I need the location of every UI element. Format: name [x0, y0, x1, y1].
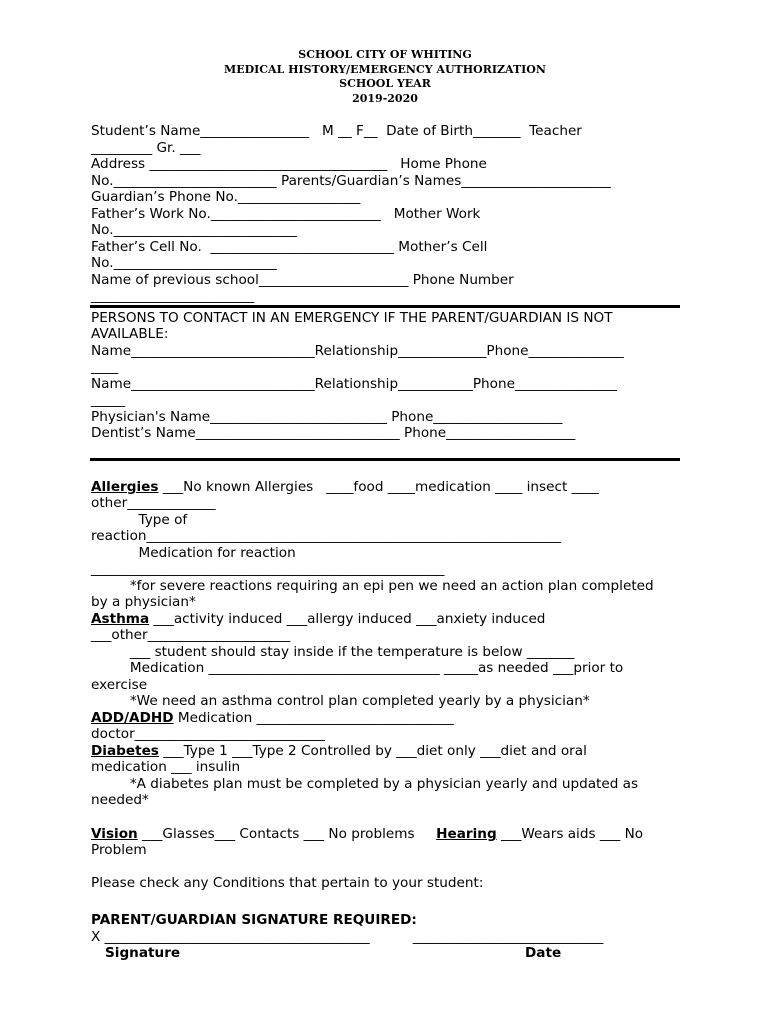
hearing-options-cont: Problem [91, 842, 147, 858]
asthma-temperature-line: ___ student should stay inside if the temperature is below _______ [91, 644, 575, 660]
adhd-line [91, 710, 454, 726]
student-name-line: Student’s Name________________ M __ F__ Date of Birth_______ Teacher [91, 123, 582, 139]
hearing-options: ___Wears aids ___ No [496, 826, 644, 842]
father-work-line: Father’s Work No._________________________ Mother Work [91, 206, 481, 222]
allergies-options: ___No known Allergies ____food ____medication ____ insect ____ [158, 479, 599, 495]
section-divider [90, 458, 680, 461]
diabetes-medication-line: medication ___ insulin [91, 759, 241, 775]
physician-line: Physician's Name__________________________ Phone___________________ [91, 409, 563, 425]
hearing-label: Hearing [436, 826, 497, 842]
home-phone-line: No.________________________ Parents/Guardian’s Names______________________ [91, 173, 611, 189]
diabetes-line [91, 743, 587, 759]
allergies-label: Allergies [91, 479, 159, 495]
asthma-other-line: ___other_____________________ [91, 627, 291, 643]
reaction-type-label: Type of [91, 512, 188, 528]
vision-options: ___Glasses___ Contacts ___ No problems [137, 826, 437, 842]
reaction-line: reaction_____________________________________________________________ [91, 528, 562, 544]
grade-line: _________ Gr. ___ [91, 140, 201, 156]
adhd-label: ADD/ADHD [91, 710, 174, 726]
allergies-other-line: other_____________ [91, 495, 216, 511]
asthma-line [91, 611, 545, 627]
contact-1-line-cont: ____ [91, 359, 119, 375]
signature-label: Signature [105, 945, 181, 961]
previous-school-phone-line: ________________________ [91, 288, 255, 304]
contact-2-line-cont: _____ [91, 392, 125, 408]
adhd-medication: Medication _____________________________ [173, 710, 454, 726]
dentist-line: Dentist’s Name______________________________ Phone___________________ [91, 425, 576, 441]
previous-school-line: Name of previous school______________________ Phone Number [91, 272, 514, 288]
emergency-heading-cont: AVAILABLE: [91, 326, 169, 342]
diabetes-note: *A diabetes plan must be completed by a physician yearly and updated as [91, 776, 639, 792]
allergies-line [91, 479, 599, 495]
address-line: Address ___________________________________ Home Phone [91, 156, 487, 172]
reaction-medication-line: ____________________________________________________ [91, 561, 445, 577]
form-subtitle: SCHOOL YEAR [339, 77, 431, 90]
epi-pen-note-cont: by a physician* [91, 594, 196, 610]
guardian-phone-line: Guardian’s Phone No.__________________ [91, 189, 361, 205]
asthma-options: ___activity induced ___allergy induced ___anxiety induced [149, 611, 546, 627]
conditions-prompt: Please check any Conditions that pertain to your student: [91, 875, 484, 891]
form-school-name: SCHOOL CITY OF WHITING [298, 48, 472, 61]
diabetes-note-cont: needed* [91, 792, 149, 808]
vision-hearing-line [91, 826, 643, 842]
diabetes-options: ___Type 1 ___Type 2 Controlled by ___diet only ___diet and oral [158, 743, 587, 759]
father-cell-line: Father’s Cell No. ___________________________ Mother’s Cell [91, 239, 488, 255]
contact-2-line: Name___________________________Relationship___________Phone_______________ [91, 376, 617, 392]
signature-heading: PARENT/GUARDIAN SIGNATURE REQUIRED: [91, 912, 417, 928]
signature-line: X _______________________________________ ____________________________ [91, 929, 604, 945]
asthma-note: *We need an asthma control plan completed yearly by a physician* [91, 693, 590, 709]
asthma-medication-line: Medication __________________________________ _____as needed ___prior to [91, 660, 624, 676]
asthma-label: Asthma [91, 611, 150, 627]
emergency-heading: PERSONS TO CONTACT IN AN EMERGENCY IF THE PARENT/GUARDIAN IS NOT [91, 310, 613, 326]
adhd-doctor-line: doctor____________________________ [91, 726, 325, 742]
form-title: MEDICAL HISTORY/EMERGENCY AUTHORIZATION [224, 63, 546, 76]
date-label: Date [525, 945, 562, 961]
vision-label: Vision [91, 826, 138, 842]
school-year: 2019-2020 [352, 92, 418, 105]
epi-pen-note: *for severe reactions requiring an epi pen we need an action plan completed [91, 578, 654, 594]
mother-work-line: No.___________________________ [91, 222, 298, 238]
mother-cell-line: No.________________________ [91, 255, 277, 271]
contact-1-line: Name___________________________Relationship_____________Phone______________ [91, 343, 624, 359]
diabetes-label: Diabetes [91, 743, 159, 759]
reaction-medication-label: Medication for reaction [91, 545, 296, 561]
section-divider [90, 305, 680, 308]
asthma-medication-cont: exercise [91, 677, 148, 693]
